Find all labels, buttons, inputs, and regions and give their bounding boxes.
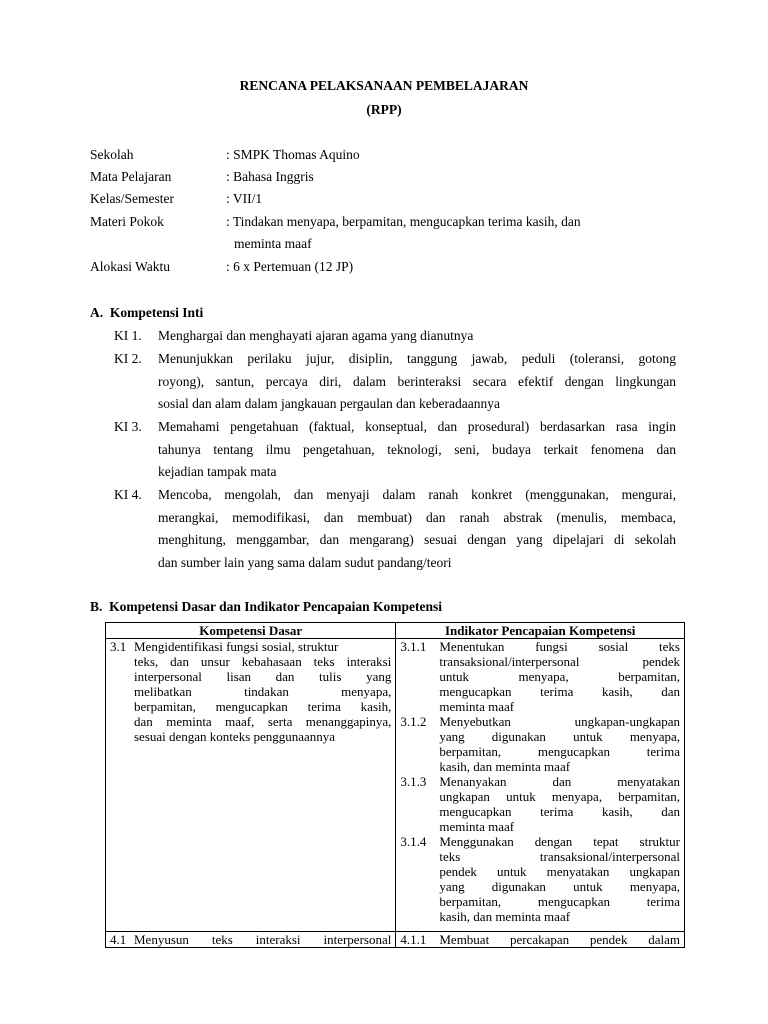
kd-text: Menyusun teks interaksi interpersonal bbox=[134, 932, 392, 947]
identity-value: : VII/1 bbox=[226, 191, 263, 206]
section-a-heading: A. Kompetensi Inti bbox=[90, 305, 204, 320]
ki-text: Menghargai dan menghayati ajaran agama yang dianutnya bbox=[158, 328, 474, 343]
ki-text: dan sumber lain yang sama dalam sudut pandang/teori bbox=[158, 555, 452, 570]
ki-text: kejadian tampak mata bbox=[158, 464, 277, 479]
table-row bbox=[106, 932, 685, 948]
kd-number: 3.1 bbox=[110, 639, 127, 654]
ki-number: KI 4. bbox=[114, 487, 142, 502]
kd-number: 4.1 bbox=[110, 932, 127, 947]
indicator-cell bbox=[396, 639, 685, 932]
indicator-number: 4.1.1 bbox=[400, 932, 427, 947]
column-header-kd: Kompetensi Dasar bbox=[106, 623, 396, 639]
ki-number: KI 2. bbox=[114, 351, 142, 366]
kd-cell bbox=[106, 932, 396, 948]
kd-indicator-table bbox=[105, 622, 685, 948]
indicator-item bbox=[400, 714, 680, 774]
ki-text: sosial dan alam dalam jangkauan pergaulan dan keberadaannya bbox=[158, 396, 500, 411]
indicator-item bbox=[400, 834, 680, 924]
ki-text: royong), santun, percaya diri, dalam berinteraksi secara efektif dengan lingkungan bbox=[158, 374, 676, 389]
column-header-indicator: Indikator Pencapaian Kompetensi bbox=[396, 623, 685, 639]
indicator-text: Menanyakan dan menyatakan ungkapan untuk menyapa, berpamitan, mengucapkan terima kasih, dan meminta maaf bbox=[439, 774, 680, 834]
identity-value: : 6 x Pertemuan (12 JP) bbox=[226, 259, 354, 274]
indicator-item bbox=[400, 774, 680, 834]
identity-label: Alokasi Waktu bbox=[90, 259, 171, 274]
ki-text: Menunjukkan perilaku jujur, disiplin, tanggung jawab, peduli (toleransi, gotong bbox=[158, 351, 676, 366]
identity-value: : Bahasa Inggris bbox=[226, 169, 314, 184]
table-header-row bbox=[106, 623, 685, 639]
identity-value-continued: meminta maaf bbox=[234, 236, 312, 251]
indicator-item bbox=[400, 639, 680, 714]
document-subtitle: (RPP) bbox=[366, 102, 402, 117]
indicator-number: 3.1.4 bbox=[400, 834, 427, 849]
ki-text: Mencoba, mengolah, dan menyaji dalam ranah konkret (menggunakan, mengurai, bbox=[158, 487, 676, 502]
ki-text: tahunya tentang ilmu pengetahuan, teknologi, seni, budaya terkait fenomena dan bbox=[158, 442, 676, 457]
identity-label: Sekolah bbox=[90, 147, 134, 162]
identity-value: : SMPK Thomas Aquino bbox=[226, 147, 360, 162]
identity-label: Kelas/Semester bbox=[90, 191, 174, 206]
ki-text: Memahami pengetahuan (faktual, konseptual, dan prosedural) berdasarkan rasa ingin bbox=[158, 419, 676, 434]
ki-text: merangkai, memodifikasi, dan membuat) dan ranah abstrak (menulis, membaca, bbox=[158, 510, 676, 525]
section-b-heading: B. Kompetensi Dasar dan Indikator Pencapaian Kompetensi bbox=[90, 599, 443, 614]
document-title: RENCANA PELAKSANAAN PEMBELAJARAN bbox=[239, 78, 529, 93]
ki-number: KI 1. bbox=[114, 328, 142, 343]
indicator-number: 3.1.1 bbox=[400, 639, 427, 654]
identity-value: : Tindakan menyapa, berpamitan, mengucapkan terima kasih, dan bbox=[226, 214, 581, 229]
ki-number: KI 3. bbox=[114, 419, 142, 434]
identity-label: Materi Pokok bbox=[90, 214, 164, 229]
kd-cell bbox=[106, 639, 396, 932]
table-row bbox=[106, 639, 685, 932]
indicator-number: 3.1.2 bbox=[400, 714, 427, 729]
indicator-cell bbox=[396, 932, 685, 948]
ki-text: menghitung, menggambar, dan mengarang) sesuai dengan yang dipelajari di sekolah bbox=[158, 532, 676, 547]
indicator-text: Membuat percakapan pendek dalam bbox=[439, 932, 680, 947]
indicator-number: 3.1.3 bbox=[400, 774, 427, 789]
indicator-text: Menentukan fungsi sosial teks transaksional/interpersonal pendek untuk menyapa, berpamitan, mengucapkan terima kasih, dan meminta maaf bbox=[439, 639, 680, 714]
kd-text: Mengidentifikasi fungsi sosial, struktur teks, dan unsur kebahasaan teks interaksi interpersonal lisan dan tulis yang melibatkan tindakan menyapa, berpamitan, mengucapkan terima kasih, dan meminta maaf, serta menanggapinya, sesuai dengan konteks penggunaannya bbox=[134, 639, 392, 744]
indicator-text: Menyebutkan ungkapan-ungkapan yang digunakan untuk menyapa, berpamitan, mengucapkan terima kasih, dan meminta maaf bbox=[439, 714, 680, 774]
identity-label: Mata Pelajaran bbox=[90, 169, 172, 184]
indicator-text: Menggunakan dengan tepat struktur teks transaksional/interpersonal pendek untuk menyatakan ungkapan yang digunakan untuk menyapa, berpamitan, mengucapkan terima kasih, dan meminta maaf bbox=[439, 834, 680, 924]
